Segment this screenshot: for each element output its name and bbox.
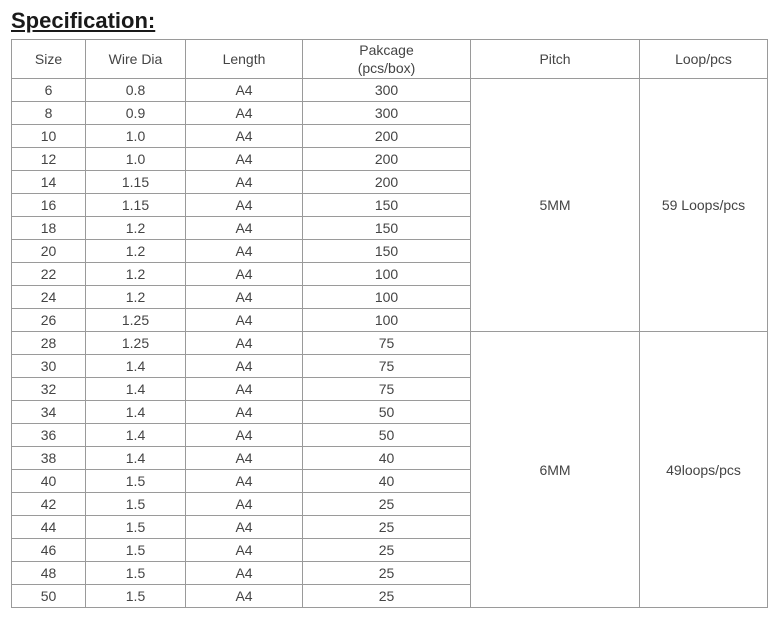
cell-size: 42 <box>12 493 86 516</box>
cell-wire-dia: 1.15 <box>86 171 186 194</box>
cell-size: 28 <box>12 332 86 355</box>
cell-wire-dia: 1.4 <box>86 424 186 447</box>
cell-length: A4 <box>186 470 303 493</box>
cell-package: 300 <box>303 102 471 125</box>
cell-package: 100 <box>303 263 471 286</box>
cell-package: 40 <box>303 470 471 493</box>
header-pitch: Pitch <box>471 40 640 79</box>
cell-length: A4 <box>186 125 303 148</box>
cell-size: 14 <box>12 171 86 194</box>
cell-package: 25 <box>303 562 471 585</box>
cell-size: 16 <box>12 194 86 217</box>
cell-package: 150 <box>303 217 471 240</box>
header-package-line2: (pcs/box) <box>357 60 416 76</box>
cell-length: A4 <box>186 516 303 539</box>
cell-wire-dia: 1.5 <box>86 516 186 539</box>
table-row <box>12 79 768 102</box>
cell-package: 25 <box>303 516 471 539</box>
page-title: Specification: <box>11 8 156 33</box>
cell-length: A4 <box>186 585 303 608</box>
cell-size: 30 <box>12 355 86 378</box>
cell-size: 36 <box>12 424 86 447</box>
cell-size: 46 <box>12 539 86 562</box>
cell-wire-dia: 1.0 <box>86 148 186 171</box>
header-length: Length <box>186 40 303 79</box>
cell-package: 25 <box>303 585 471 608</box>
cell-package: 50 <box>303 401 471 424</box>
cell-length: A4 <box>186 401 303 424</box>
cell-wire-dia: 1.4 <box>86 447 186 470</box>
cell-size: 24 <box>12 286 86 309</box>
cell-wire-dia: 1.4 <box>86 355 186 378</box>
cell-size: 6 <box>12 79 86 102</box>
cell-wire-dia: 1.25 <box>86 309 186 332</box>
cell-size: 50 <box>12 585 86 608</box>
cell-length: A4 <box>186 194 303 217</box>
cell-length: A4 <box>186 355 303 378</box>
cell-wire-dia: 1.5 <box>86 585 186 608</box>
cell-wire-dia: 1.25 <box>86 332 186 355</box>
cell-length: A4 <box>186 562 303 585</box>
cell-length: A4 <box>186 263 303 286</box>
cell-length: A4 <box>186 240 303 263</box>
cell-length: A4 <box>186 102 303 125</box>
cell-size: 22 <box>12 263 86 286</box>
cell-size: 12 <box>12 148 86 171</box>
cell-wire-dia: 1.4 <box>86 378 186 401</box>
cell-size: 8 <box>12 102 86 125</box>
cell-length: A4 <box>186 424 303 447</box>
cell-package: 200 <box>303 125 471 148</box>
cell-length: A4 <box>186 539 303 562</box>
cell-wire-dia: 1.5 <box>86 562 186 585</box>
cell-package: 50 <box>303 424 471 447</box>
cell-size: 40 <box>12 470 86 493</box>
cell-loop: 49loops/pcs <box>640 332 768 608</box>
cell-package: 300 <box>303 79 471 102</box>
specification-table <box>11 39 768 608</box>
header-package-line1: Pakcage <box>359 42 414 58</box>
cell-length: A4 <box>186 79 303 102</box>
cell-package: 200 <box>303 148 471 171</box>
cell-length: A4 <box>186 217 303 240</box>
cell-size: 32 <box>12 378 86 401</box>
cell-package: 200 <box>303 171 471 194</box>
cell-wire-dia: 1.2 <box>86 286 186 309</box>
cell-size: 18 <box>12 217 86 240</box>
cell-length: A4 <box>186 286 303 309</box>
cell-size: 48 <box>12 562 86 585</box>
cell-length: A4 <box>186 493 303 516</box>
cell-wire-dia: 0.9 <box>86 102 186 125</box>
cell-wire-dia: 1.5 <box>86 470 186 493</box>
cell-length: A4 <box>186 332 303 355</box>
cell-package: 75 <box>303 355 471 378</box>
cell-size: 44 <box>12 516 86 539</box>
cell-package: 40 <box>303 447 471 470</box>
cell-size: 10 <box>12 125 86 148</box>
cell-wire-dia: 0.8 <box>86 79 186 102</box>
cell-wire-dia: 1.5 <box>86 539 186 562</box>
cell-package: 150 <box>303 240 471 263</box>
cell-package: 75 <box>303 332 471 355</box>
cell-wire-dia: 1.2 <box>86 217 186 240</box>
header-size: Size <box>12 40 86 79</box>
cell-package: 25 <box>303 539 471 562</box>
header-wire-dia: Wire Dia <box>86 40 186 79</box>
table-header-row <box>12 40 768 79</box>
header-package <box>303 40 471 79</box>
cell-length: A4 <box>186 171 303 194</box>
cell-size: 34 <box>12 401 86 424</box>
cell-wire-dia: 1.4 <box>86 401 186 424</box>
cell-wire-dia: 1.5 <box>86 493 186 516</box>
cell-package: 25 <box>303 493 471 516</box>
cell-size: 20 <box>12 240 86 263</box>
cell-package: 100 <box>303 309 471 332</box>
cell-package: 75 <box>303 378 471 401</box>
table-row <box>12 332 768 355</box>
cell-wire-dia: 1.2 <box>86 263 186 286</box>
cell-size: 26 <box>12 309 86 332</box>
cell-length: A4 <box>186 148 303 171</box>
cell-pitch: 5MM <box>471 79 640 332</box>
cell-wire-dia: 1.2 <box>86 240 186 263</box>
cell-package: 100 <box>303 286 471 309</box>
cell-loop: 59 Loops/pcs <box>640 79 768 332</box>
cell-length: A4 <box>186 447 303 470</box>
cell-package: 150 <box>303 194 471 217</box>
cell-wire-dia: 1.15 <box>86 194 186 217</box>
cell-size: 38 <box>12 447 86 470</box>
cell-length: A4 <box>186 309 303 332</box>
table-body <box>12 79 768 608</box>
cell-pitch: 6MM <box>471 332 640 608</box>
cell-wire-dia: 1.0 <box>86 125 186 148</box>
cell-length: A4 <box>186 378 303 401</box>
header-loop: Loop/pcs <box>640 40 768 79</box>
